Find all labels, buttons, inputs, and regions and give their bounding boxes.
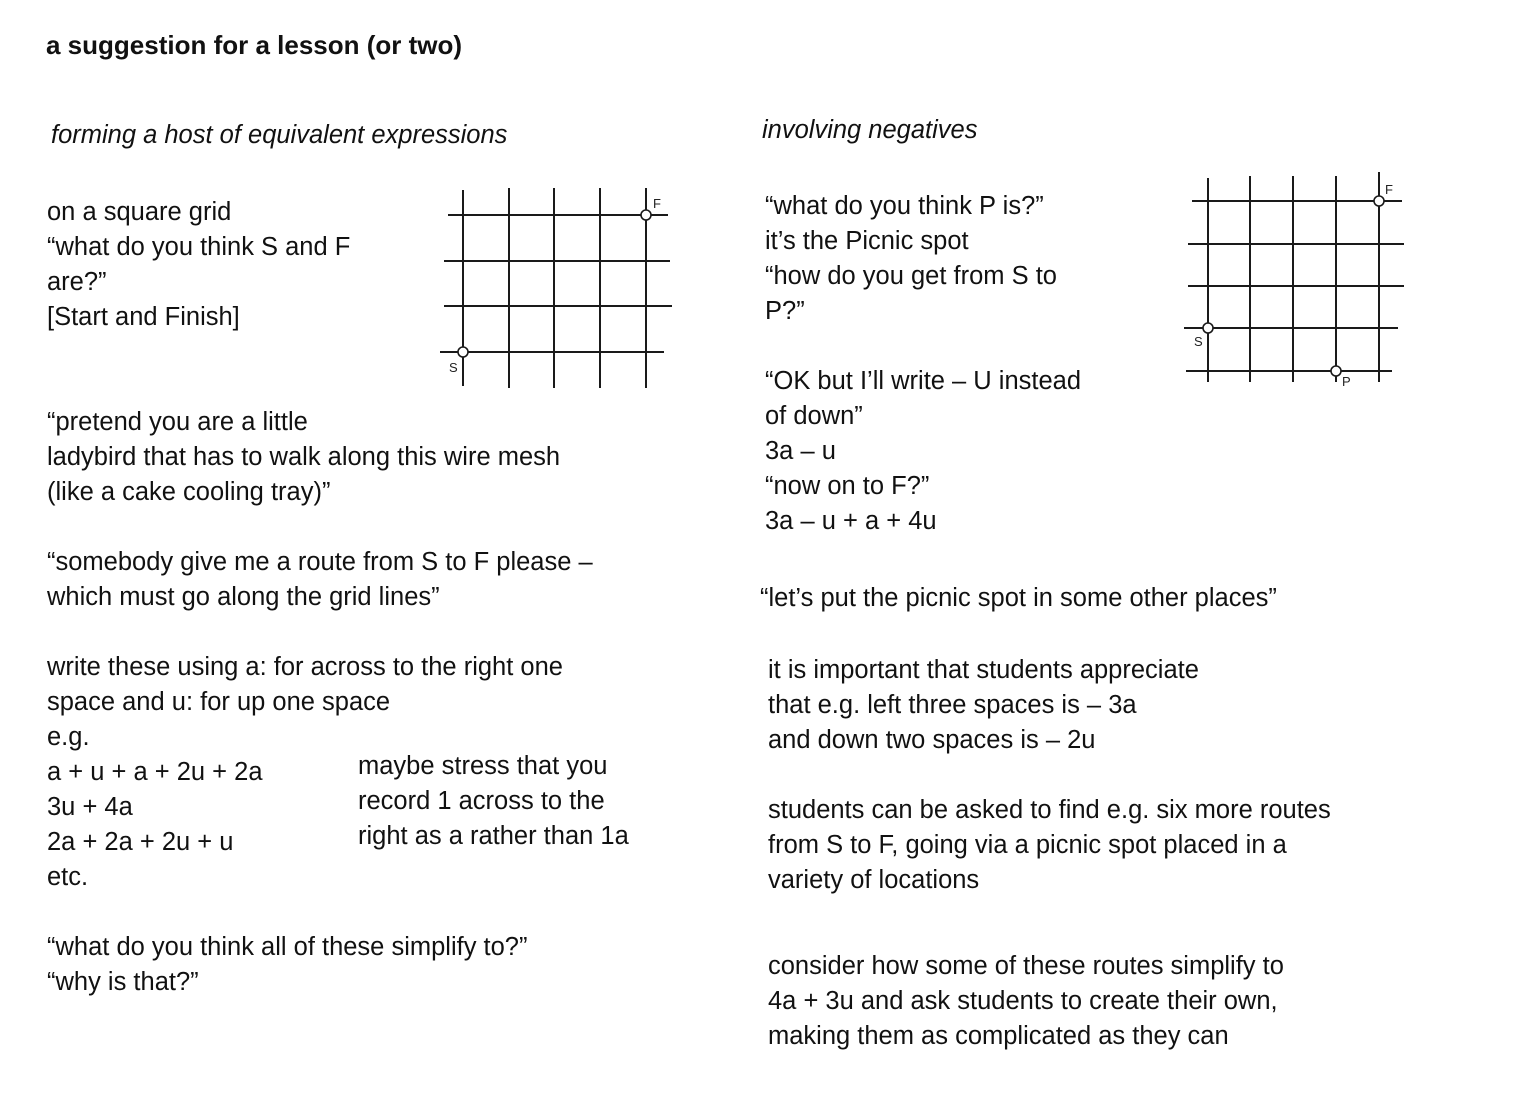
expression: a + u + a + 2u + 2a [47, 758, 263, 786]
text-line: maybe stress that you [358, 752, 608, 780]
text-line: space and u: for up one space [47, 688, 391, 716]
finish-point [641, 210, 651, 220]
text-line: [Start and Finish] [47, 303, 240, 331]
text-line: variety of locations [768, 866, 980, 894]
text-line: “how do you get from S to [765, 262, 1057, 290]
text-line: “somebody give me a route from S to F please – [47, 548, 593, 576]
start-point [1203, 323, 1213, 333]
left-grid-diagram [436, 186, 676, 401]
finish-label: F [653, 196, 661, 211]
text-line: “pretend you are a little [47, 408, 308, 436]
picnic-label: P [1342, 374, 1351, 389]
expression: 3a – u + a + 4u [765, 507, 937, 535]
text-line: P?” [765, 297, 805, 325]
text-line: write these using a: for across to the right one [47, 653, 563, 681]
text-line: are?” [47, 268, 107, 296]
text-line: e.g. [47, 723, 90, 751]
text-line: students can be asked to find e.g. six more routes [768, 796, 1331, 824]
picnic-point [1331, 366, 1341, 376]
right-heading: involving negatives [762, 116, 978, 144]
text-line: (like a cake cooling tray)” [47, 478, 331, 506]
text-line: “now on to F?” [765, 472, 930, 500]
start-label: S [449, 360, 458, 375]
right-other-places: “let’s put the picnic spot in some other places” [760, 584, 1277, 612]
text-line: on a square grid [47, 198, 232, 226]
left-heading: forming a host of equivalent expressions [51, 121, 508, 149]
text-line: it’s the Picnic spot [765, 227, 969, 255]
finish-label: F [1385, 182, 1393, 197]
text-line: ladybird that has to walk along this wire mesh [47, 443, 561, 471]
expression: 2a + 2a + 2u + u [47, 828, 234, 856]
text-line: right as a rather than 1a [358, 822, 629, 850]
text-line: record 1 across to the [358, 787, 605, 815]
text-line: and down two spaces is – 2u [768, 726, 1096, 754]
text-line: consider how some of these routes simplify to [768, 952, 1284, 980]
text-line: from S to F, going via a picnic spot placed in a [768, 831, 1287, 859]
expression: 3a – u [765, 437, 836, 465]
text-line: which must go along the grid lines” [47, 583, 440, 611]
page-title: a suggestion for a lesson (or two) [46, 30, 463, 60]
text-line: making them as complicated as they can [768, 1022, 1229, 1050]
expression: etc. [47, 863, 89, 891]
expression: 3u + 4a [47, 793, 133, 821]
start-point [458, 347, 468, 357]
text-line: “what do you think all of these simplify to?” [47, 933, 528, 961]
text-line: 4a + 3u and ask students to create their own, [768, 987, 1278, 1015]
finish-point [1374, 196, 1384, 206]
text-line: it is important that students appreciate [768, 656, 1199, 684]
text-line: “OK but I’ll write – U instead [765, 367, 1082, 395]
text-line: of down” [765, 402, 863, 430]
text-line: “what do you think S and F [47, 233, 351, 261]
start-label: S [1194, 334, 1203, 349]
text-line: that e.g. left three spaces is – 3a [768, 691, 1137, 719]
text-line: “what do you think P is?” [765, 192, 1044, 220]
text-line: “why is that?” [47, 968, 199, 996]
right-grid-diagram [1182, 170, 1412, 395]
